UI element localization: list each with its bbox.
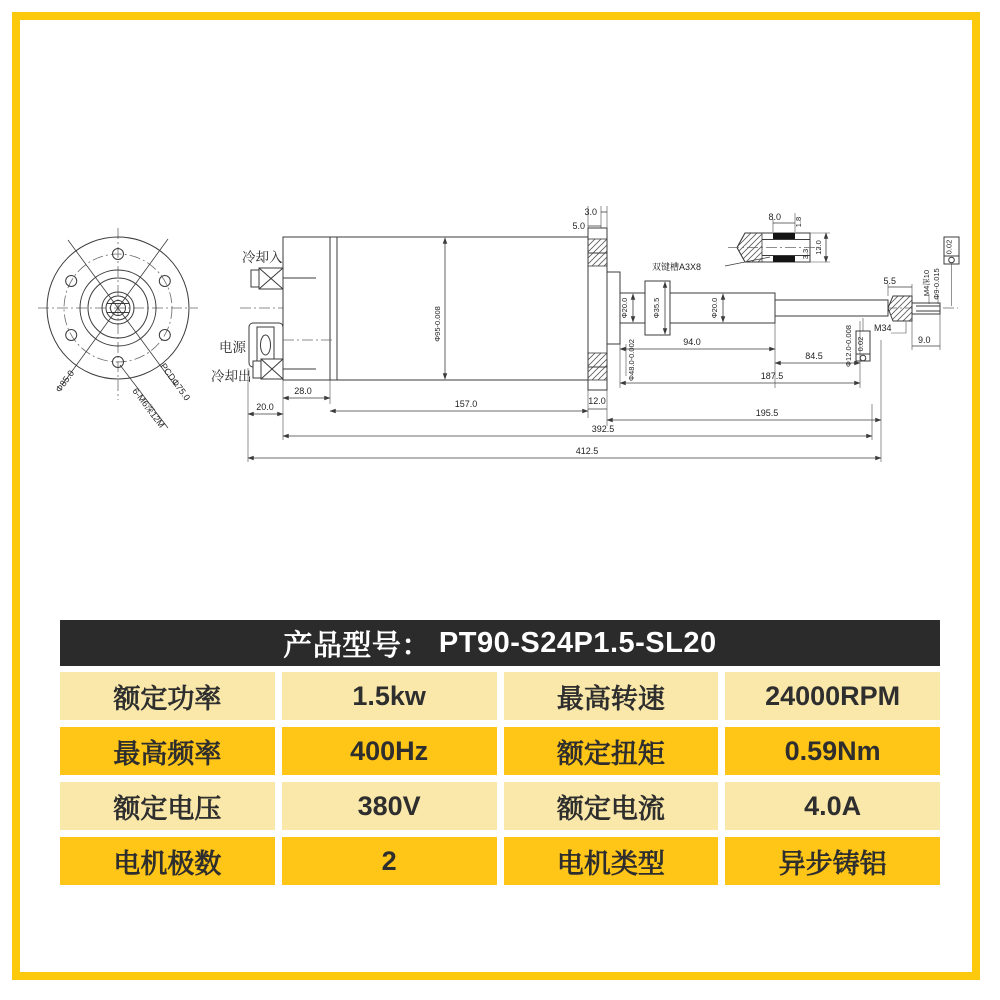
spec-value-rated-power: 1.5kw [282, 672, 497, 720]
label-cooling-in: 冷却入 [242, 250, 283, 265]
dim-flange-width: 12.0 [588, 396, 606, 406]
tol-runout-tail: 0.02 [856, 336, 865, 352]
label-keyway-note: 双键槽A3X8 [652, 262, 702, 272]
spec-value-rated-torque: 0.59Nm [725, 727, 940, 775]
spec-label-rated-current: 额定电流 [504, 782, 719, 830]
dim-shaft-ext: 84.5 [805, 351, 823, 361]
model-header [60, 620, 940, 666]
spec-grid [60, 672, 940, 885]
dim-pcd: PCDΦ75.0 [158, 361, 193, 403]
runout-frame-tip [944, 237, 959, 306]
dim-tip-diameter: Φ9-0.015 [932, 268, 941, 300]
dim-key-depth: 3.3 [801, 248, 810, 260]
dim-nose-length: 94.0 [683, 337, 701, 347]
dim-key-height: 12.0 [814, 240, 823, 255]
dim-flange-diameter: Φ85.0 [53, 368, 77, 395]
dim-key-length: 8.0 [768, 212, 781, 222]
shaft-tip [912, 303, 940, 314]
front-view [38, 228, 198, 430]
spec-label-pole-count: 电机极数 [60, 837, 275, 885]
dim-cap-length: 28.0 [294, 386, 312, 396]
spec-table [60, 620, 940, 885]
spigot [607, 272, 620, 344]
dim-neck-diameter: Φ20.0 [620, 297, 629, 319]
shaft [670, 293, 775, 323]
dim-spigot-diameter: Φ48.0-0.002 [627, 339, 636, 381]
label-power: 电源 [219, 340, 246, 355]
dim-body-total: 392.5 [591, 424, 615, 434]
spec-label-max-speed: 最高转速 [504, 672, 719, 720]
spec-label-rated-power: 额定功率 [60, 672, 275, 720]
dim-tip-length: 9.0 [918, 335, 931, 345]
dim-key-offset: 1.8 [794, 216, 803, 228]
spec-label-motor-type: 电机类型 [504, 837, 719, 885]
dim-overall-length: 412.5 [575, 446, 599, 456]
label-cooling-out: 冷却出 [211, 369, 252, 384]
model-label: 产品型号： [283, 629, 431, 662]
spec-value-motor-type: 异步铸铝 [725, 837, 940, 885]
spec-value-pole-count: 2 [282, 837, 497, 885]
shaft-tail [775, 300, 888, 316]
dim-collar-diameter: Φ35.5 [652, 297, 661, 319]
spec-value-rated-voltage: 380V [282, 782, 497, 830]
dim-body-diameter: Φ95-0.008 [433, 306, 442, 342]
dim-cap-offset: 3.0 [584, 207, 597, 217]
spec-label-max-frequency: 最高频率 [60, 727, 275, 775]
spec-label-rated-torque: 额定扭矩 [504, 727, 719, 775]
spec-label-rated-voltage: 额定电压 [60, 782, 275, 830]
tol-runout-tip: 0.02 [944, 239, 954, 255]
side-view [211, 206, 959, 462]
dim-shaft-total: 187.5 [760, 371, 784, 381]
model-value: PT90-S24P1.5-SL20 [438, 626, 717, 659]
dim-end-tap: M4深10 [922, 269, 931, 297]
dim-tail-diameter: Φ12.0-0.008 [844, 325, 853, 367]
spec-value-rated-current: 4.0A [725, 782, 940, 830]
dim-shaft-diameter: Φ20.0 [710, 297, 719, 319]
keyway-detail [652, 212, 830, 272]
dim-body-length: 157.0 [454, 399, 478, 409]
dim-bolt-holes: 6-M6深12M [130, 386, 167, 430]
runout-frame-tail [844, 318, 870, 367]
dim-front-gap: 20.0 [256, 402, 274, 412]
collet-nut [888, 296, 912, 321]
dim-flange-thickness: 5.0 [572, 221, 585, 231]
dim-nut-thread: M34 [874, 323, 892, 333]
dim-front-length: 195.5 [755, 408, 779, 418]
spec-value-max-frequency: 400Hz [282, 727, 497, 775]
dim-nut-width: 5.5 [883, 276, 896, 286]
spec-value-max-speed: 24000RPM [725, 672, 940, 720]
